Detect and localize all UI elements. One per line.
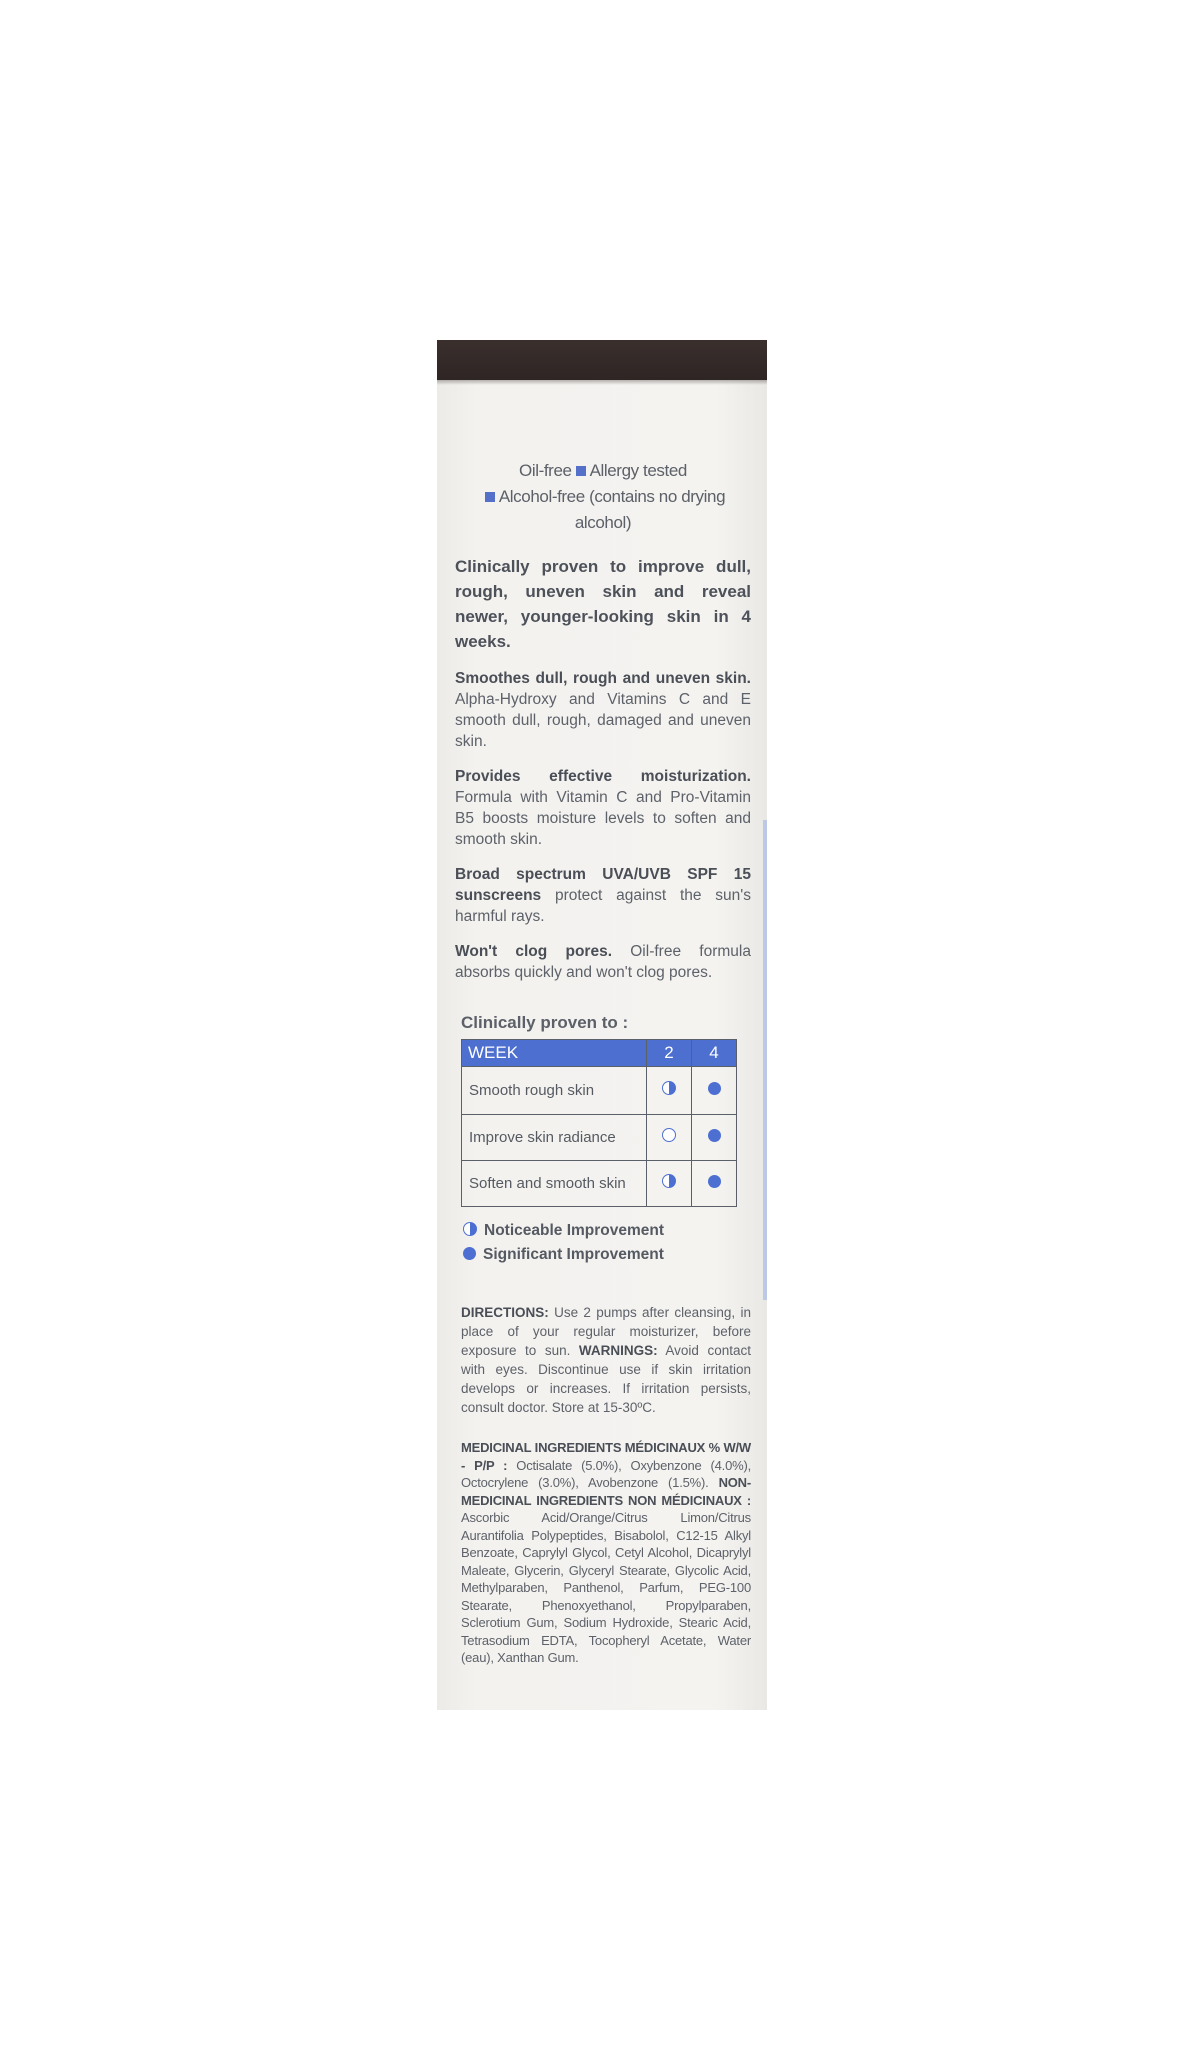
paragraph-body: protect against the sun's harmful rays. <box>455 887 751 925</box>
feature-list <box>455 458 751 536</box>
paragraph-pores <box>455 941 751 983</box>
paragraph-spf <box>455 864 751 927</box>
product-box-side-panel <box>437 340 767 1710</box>
week-4-header: 4 <box>692 1040 737 1067</box>
paragraph-heading: Provides effective moisturization. <box>455 768 751 785</box>
paragraph-heading: Smoothes dull, rough and uneven skin. <box>455 670 751 687</box>
non-medicinal-ingredients-label: NON-MEDICINAL INGREDIENTS NON MÉDICINAUX : <box>461 1475 751 1508</box>
feature-oil-free: Oil-free <box>519 461 572 480</box>
box-top-band <box>437 340 767 380</box>
headline: Clinically proven to improve dull, rough, uneven skin and reveal newer, younger-looking skin in 4 weeks. <box>455 557 751 651</box>
table-legend <box>463 1219 751 1267</box>
paragraph-heading: Won't clog pores. <box>455 943 612 960</box>
paragraph-body: Alpha-Hydroxy and Vitamins C and E smooth dull, rough, damaged and uneven skin. <box>455 691 751 750</box>
directions-block <box>455 1303 751 1417</box>
feature-allergy-tested: Allergy tested <box>589 461 687 480</box>
filled-circle-icon <box>708 1082 721 1095</box>
week-4-cell <box>692 1067 737 1115</box>
non-medicinal-ingredients-text: Ascorbic Acid/Orange/Citrus Limon/Citrus Aurantifolia Polypeptides, Bisabolol, C12-15 Alkyl Benzoate, Caprylyl Glycol, Cetyl Alcohol, Dicaprylyl Maleate, Glycerin, Glyceryl Stearate, Glycolic Acid, Methylparaben, Panthenol, Parfum, PEG-100 Stearate, Phenoxyethanol, Propylparaben, Sclerotium Gum, Sodium Hydroxide, Stearic Acid, Tetrasodium EDTA, Tocopheryl Acetate, Water (eau), Xanthan Gum. <box>461 1510 751 1665</box>
half-circle-icon <box>463 1222 477 1236</box>
table-header-row <box>462 1040 737 1067</box>
half-circle-icon <box>662 1081 676 1095</box>
blue-square-icon <box>576 466 586 476</box>
legend-noticeable-label: Noticeable Improvement <box>484 1222 665 1239</box>
blue-square-icon <box>485 492 495 502</box>
panel-content <box>455 458 751 1667</box>
week-2-header: 2 <box>647 1040 692 1067</box>
filled-circle-icon <box>463 1247 476 1260</box>
row-label: Soften and smooth skin <box>462 1161 647 1207</box>
ingredients-block <box>455 1439 751 1667</box>
half-circle-icon <box>662 1174 676 1188</box>
medicinal-ingredients-label: MEDICINAL INGREDIENTS MÉDICINAUX % W/W - P/P : <box>461 1440 751 1473</box>
paragraph-body: Formula with Vitamin C and Pro-Vitamin B5 boosts moisture levels to soften and smooth skin. <box>455 789 751 848</box>
legend-significant <box>463 1243 751 1267</box>
directions-label: DIRECTIONS: <box>461 1305 549 1320</box>
legend-noticeable <box>463 1219 751 1243</box>
warnings-label: WARNINGS: <box>578 1343 658 1358</box>
feature-line-1 <box>455 458 751 484</box>
table-row <box>462 1067 737 1115</box>
clinical-table-title: Clinically proven to : <box>461 1013 629 1032</box>
clinical-results-table <box>461 1039 737 1207</box>
paragraph-body: Oil-free formula absorbs quickly and won't clog pores. <box>455 943 751 981</box>
week-4-cell <box>692 1161 737 1207</box>
week-2-cell <box>647 1161 692 1207</box>
table-row <box>462 1161 737 1207</box>
legend-significant-label: Significant Improvement <box>483 1246 664 1263</box>
table-row <box>462 1115 737 1161</box>
filled-circle-icon <box>708 1129 721 1142</box>
row-label: Improve skin radiance <box>462 1115 647 1161</box>
week-4-cell <box>692 1115 737 1161</box>
paragraph-heading: Broad spectrum UVA/UVB SPF 15 sunscreens <box>455 866 751 904</box>
week-2-cell <box>647 1067 692 1115</box>
box-edge-strip <box>763 820 767 1300</box>
paragraph-moisturization <box>455 766 751 850</box>
feature-alcohol-free: Alcohol-free (contains no drying alcohol) <box>498 487 726 532</box>
empty-circle-icon <box>662 1128 676 1142</box>
filled-circle-icon <box>708 1175 721 1188</box>
week-header: WEEK <box>462 1040 647 1067</box>
warnings-text: Avoid contact with eyes. Discontinue use if skin irritation develops or increases. If irritation persists, consult doctor. Store at 15-30ºC. <box>461 1343 751 1415</box>
feature-line-2 <box>455 484 751 536</box>
row-label: Smooth rough skin <box>462 1067 647 1115</box>
week-2-cell <box>647 1115 692 1161</box>
directions-text: Use 2 pumps after cleansing, in place of your regular moisturizer, before exposure to sun. <box>461 1305 751 1358</box>
paragraph-smoothes <box>455 668 751 752</box>
medicinal-ingredients-text: Octisalate (5.0%), Oxybenzone (4.0%), Octocrylene (3.0%), Avobenzone (1.5%). <box>461 1457 751 1490</box>
